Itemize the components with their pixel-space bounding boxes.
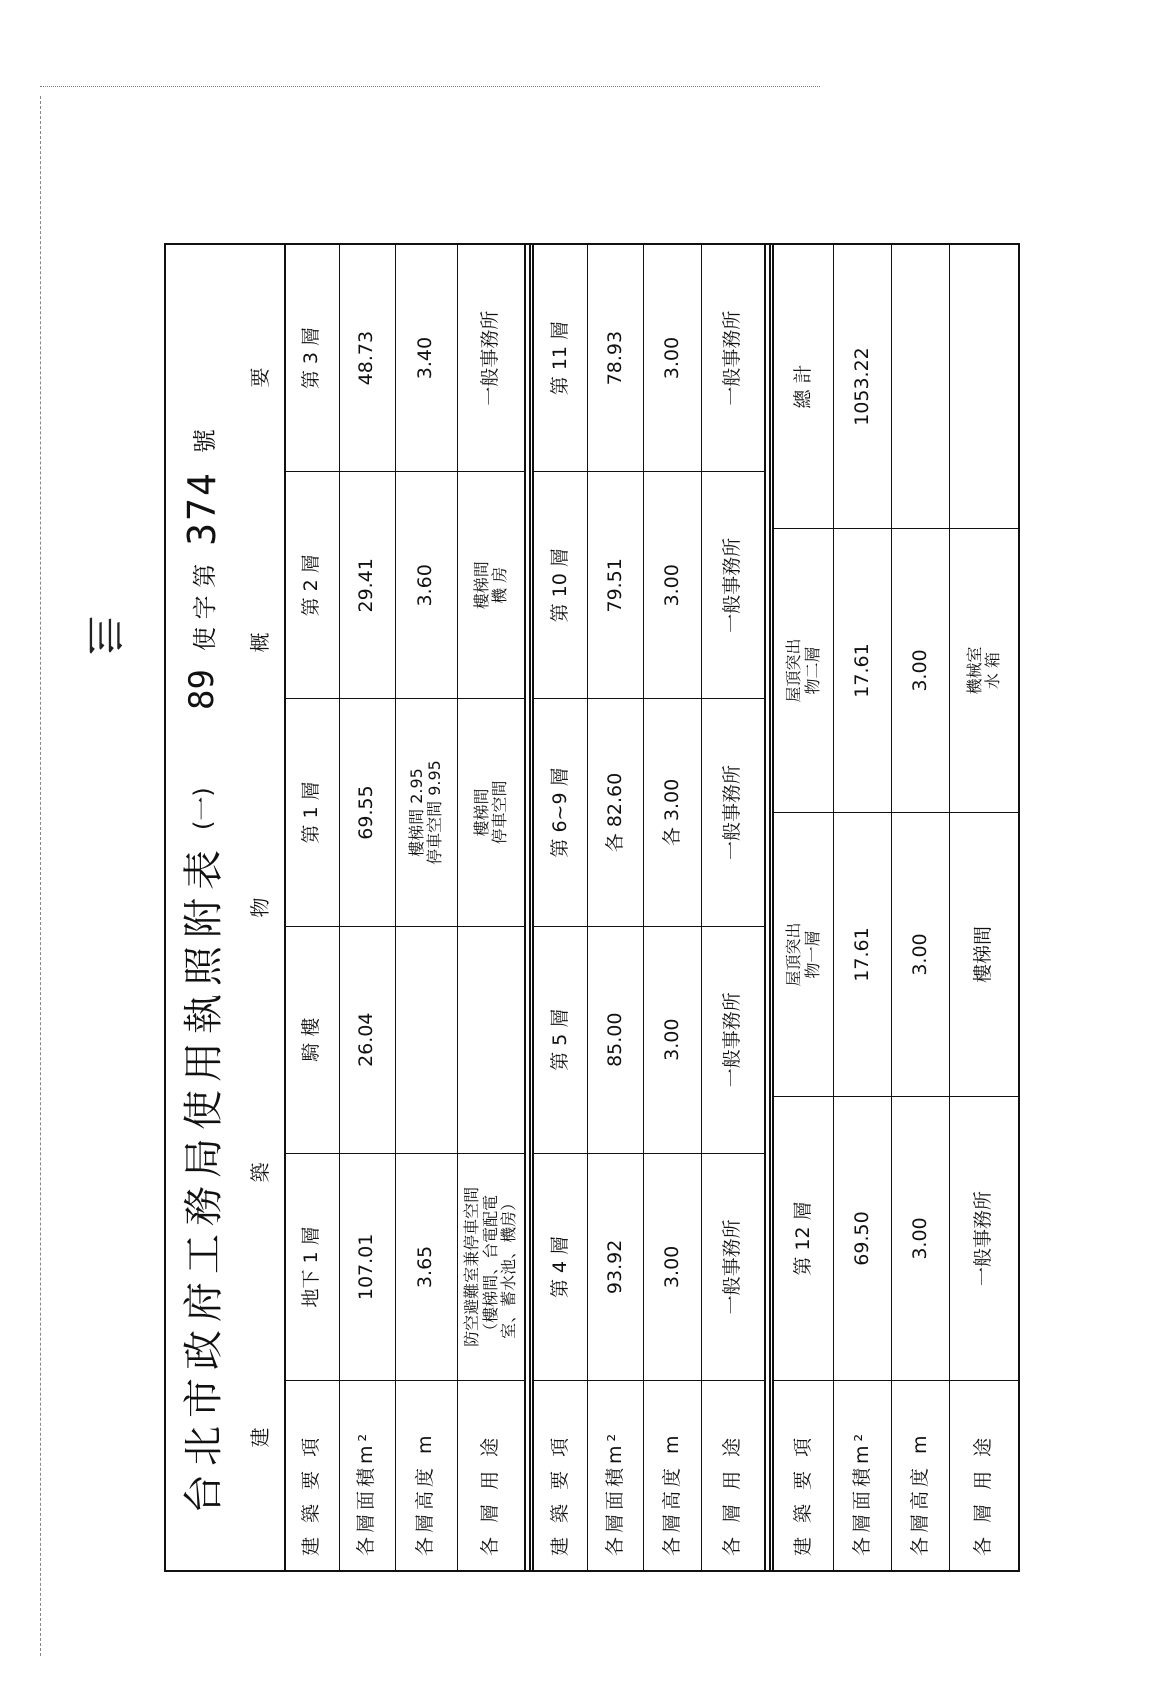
table-cell: 48.73 [355,330,378,386]
table-cell: 地下 1 層 [286,1153,339,1380]
table-cell: 3.00 [892,528,949,812]
table-row [702,245,764,1570]
table-cell: 一般事務所 [702,471,764,698]
table-cell: 騎 樓 [286,926,339,1153]
table-row [588,245,644,1570]
side-label: 建 [248,1427,273,1448]
side-label-row [234,245,286,1570]
table-cell: 第 6~9 層 [534,698,587,925]
row-label: 各層高度 m [396,1380,457,1570]
side-label: 物 [248,897,273,918]
row-label: 各 層 用 途 [702,1380,764,1570]
permit-attachment-table [164,243,1020,1572]
side-label: 要 [248,367,273,388]
table-row [458,245,524,1570]
section-12f-and-total [774,245,1018,1570]
side-label: 概 [248,632,273,653]
table-cell: 屋頂突出 物二層 [774,528,833,812]
table-cell: 機械室 水 箱 [950,528,1018,812]
row-label: 各層高度 m [892,1380,949,1570]
permit-prefix: 使 字 第 [190,563,219,652]
scan-artifact-margin [40,96,41,1656]
table-cell: 第 2 層 [286,471,339,698]
table-cell: 1053.22 [850,347,873,426]
row-label: 各 層 用 途 [950,1380,1018,1570]
margin-stamp: 亖 [86,610,124,654]
section-divider [764,245,774,1570]
table-row [774,245,834,1570]
table-cell: 3.00 [644,1153,701,1380]
table-cell: 各 82.60 [588,698,643,925]
table-row [644,245,702,1570]
table-cell: 第 11 層 [548,320,571,396]
table-cell: 3.00 [892,1096,949,1380]
permit-serial: 374 [180,471,224,546]
table-cell: 總 計 [791,364,814,409]
table-cell: 93.92 [588,1153,643,1380]
table-cell [950,245,1018,528]
table-cell: 26.04 [340,926,395,1153]
table-cell: 一般事務所 [950,1096,1018,1380]
title-band [164,243,236,1572]
table-cell: 3.00 [892,812,949,1096]
table-row [286,245,340,1570]
section-divider [524,245,534,1570]
table-cell: 樓梯間 機 房 [458,471,524,698]
table-cell: 79.51 [588,471,643,698]
table-cell [892,245,949,528]
table-cell: 屋頂突出 物一層 [774,812,833,1096]
title-mark: (一) [188,787,217,830]
table-cell: 第 10 層 [534,471,587,698]
table-cell: 85.00 [588,926,643,1153]
permit-suffix: 號 [190,429,219,454]
row-label: 各層面積m² [340,1380,395,1570]
table-cell: 3.00 [644,471,701,698]
table-cell: 樓梯間 停車空間 [458,698,524,925]
table-cell: 樓梯間 2.95 停車空間 9.95 [396,698,457,925]
overview-grid [234,243,1020,1572]
table-cell: 107.01 [340,1153,395,1380]
table-cell: 一般事務所 [478,310,501,406]
table-cell: 78.93 [603,330,626,386]
table-row [892,245,950,1570]
row-label: 各 層 用 途 [458,1380,524,1570]
table-cell: 69.50 [834,1096,891,1380]
row-label: 各層高度 m [644,1380,701,1570]
row-label: 各層面積m² [588,1380,643,1570]
table-cell: 17.61 [834,812,891,1096]
table-cell: 第 5 層 [534,926,587,1153]
row-label: 建 築 要 項 [774,1380,833,1570]
table-cell: 3.40 [414,336,437,380]
table-row [950,245,1018,1570]
table-cell: 69.55 [340,698,395,925]
table-cell: 3.00 [644,926,701,1153]
table-row [834,245,892,1570]
table-cell: 3.60 [396,471,457,698]
table-cell: 各 3.00 [644,698,701,925]
table-cell [458,926,524,1153]
table-row [396,245,458,1570]
table-cell: 3.00 [660,336,683,380]
section-4f-to-11f [534,245,764,1570]
row-label: 建 築 要 項 [534,1380,587,1570]
table-row [534,245,588,1570]
table-cell: 一般事務所 [702,1153,764,1380]
table-cell: 第 1 層 [286,698,339,925]
table-cell: 一般事務所 [702,698,764,925]
table-cell: 第 3 層 [300,327,323,390]
table-cell: 一般事務所 [702,926,764,1153]
table-cell: 3.65 [396,1153,457,1380]
document-title: 台北市政府工務局使用執照附表 [180,842,227,1514]
table-cell: 一般事務所 [721,310,744,406]
table-cell: 樓梯間 [950,812,1018,1096]
table-cell: 防空避難室兼停車空間 （樓梯間、台電配電 室、蓄水池、機房） [458,1153,524,1380]
table-cell: 第 12 層 [774,1096,833,1380]
table-cell: 29.41 [340,471,395,698]
row-label: 各層面積m² [834,1380,891,1570]
side-label: 築 [248,1162,273,1183]
table-cell: 17.61 [834,528,891,812]
section-basement-to-3f [286,245,524,1570]
table-row [340,245,396,1570]
scan-artifact-line [40,86,820,87]
row-label: 建 築 要 項 [286,1380,339,1570]
permit-number [166,429,238,710]
table-cell: 第 4 層 [534,1153,587,1380]
permit-year: 89 [182,669,222,710]
table-cell [396,926,457,1153]
